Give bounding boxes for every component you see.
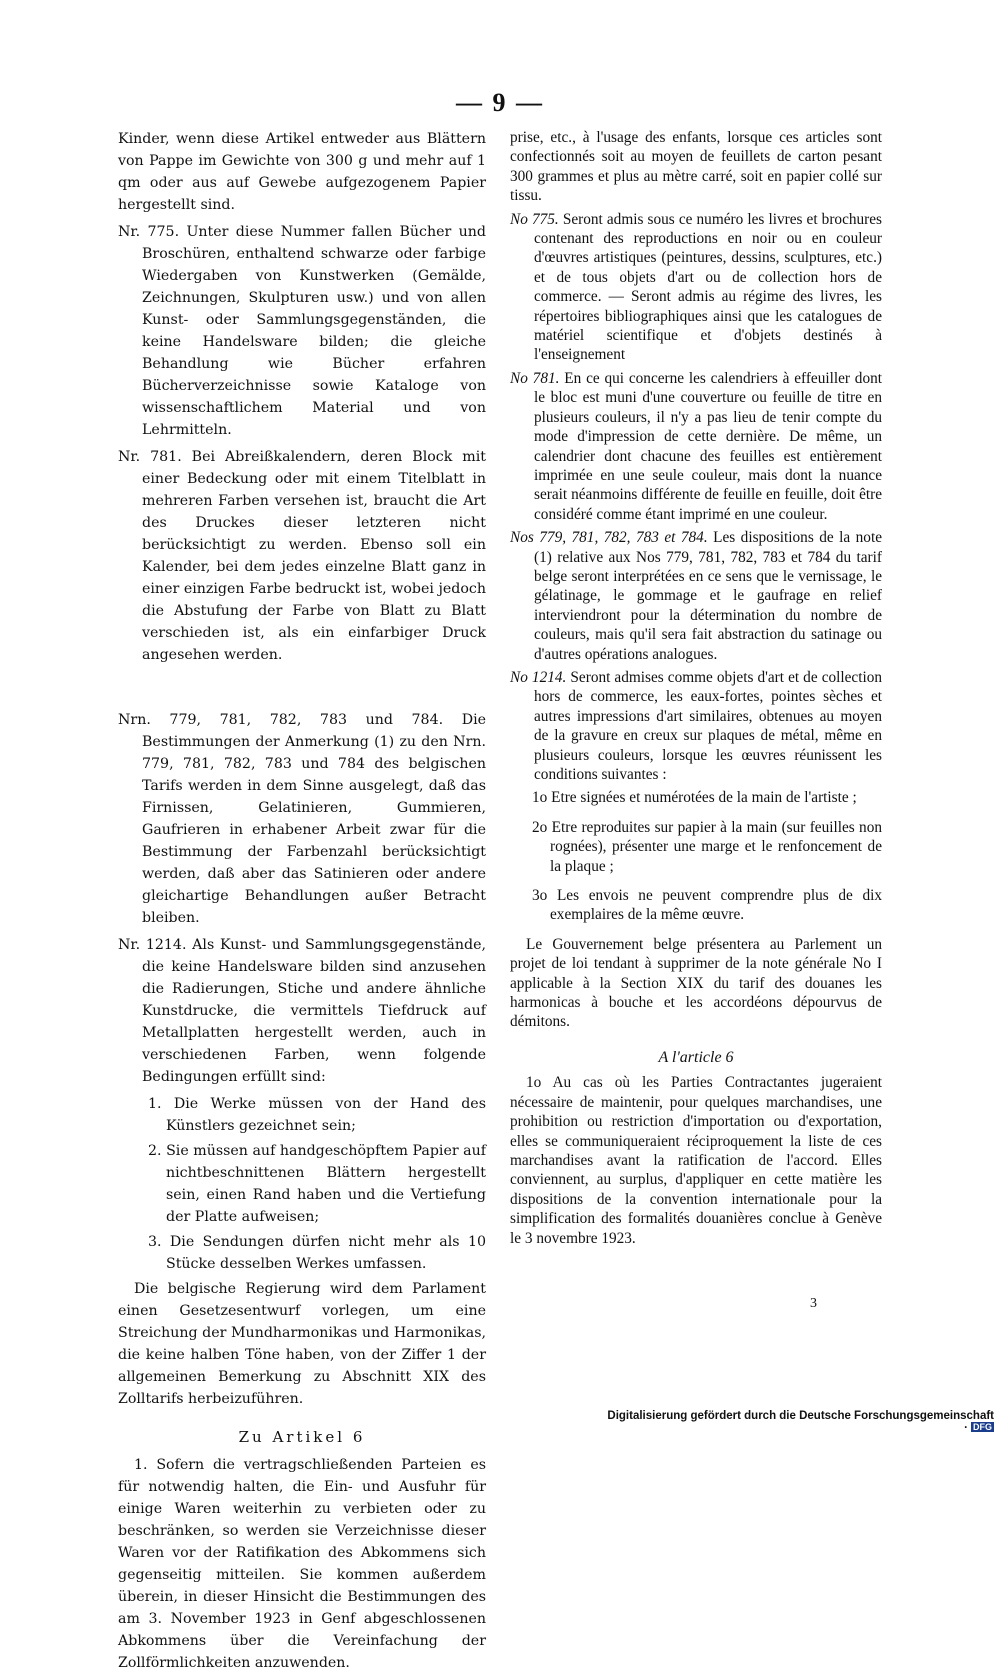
list-item: 3o Les envois ne peuvent comprendre plus de dix exemplaires de la même œuvre. [532,887,882,924]
german-paragraph: Die belgische Regierung wird dem Parlament einen Gesetzesentwurf vorlegen, um eine Streichung der Mundharmonikas und Harmonikas, die keine halben Töne haben, von der Ziffer 1 der allgemeinen Bemerkung zu Abschnitt XIX des Zolltarifs herbeizuführen. [118,1281,486,1407]
french-paragraph [510,528,882,664]
list-item: 1o Etre signées et numérotées de la main de l'artiste ; [532,789,857,807]
german-paragraph: Nr. 1214. Als Kunst- und Sammlungsgegenstände, die keine Handelsware bilden sind anzusehen die Radierungen, Stiche und andere ähnliche Kunstdrucke, die vermittels Tiefdruck auf Metallplatten hergestellt werden, auch in verschiedenen Farben, wenn folgende Bedingungen erfüllt sind: [118,937,486,1085]
french-paragraph: prise, etc., à l'usage des enfants, lorsque ces articles sont confectionnés soit au moyen de feuillets de carton pesant 300 grammes et plus au mètre carré, soit en papier collé sur tissu. [510,129,882,205]
french-paragraph [510,668,882,784]
paragraph-text: Seront admises comme objets d'art et de collection hors de commerce, les eaux-fortes, pointes sèches et autres impressions d'art similaires, obtenues au moyen de la gravure en creux sur plaques de métal, même en plusieurs couleurs, lorsque les œuvres réunissent les conditions suivantes : [534,668,883,783]
spacer [118,671,486,709]
item-label: No 781. [510,369,560,387]
german-paragraph: 1. Sofern die vertragschließenden Parteien es für notwendig halten, die Ein- und Ausfuhr für einige Waren weiterhin zu verbieten oder zu beschränken, so werden sie Verzeichnisse dieser Waren vor der Ratifikation des Abkommens sich gegenseitig mitteilen. Sie kommen außerdem überein, in dieser Hinsicht die Bestimmungen des am 3. November 1923 in Genf abgeschlossenen Abkommens über die Vereinfachung der Zollförmlichkeiten anzuwenden. [118,1457,486,1671]
french-paragraph [510,210,882,365]
item-label: No 775. [510,210,559,228]
footer-text: Digitalisierung gefördert durch die Deutsche Forschungsgemeinschaft · [607,1410,994,1434]
page-number: — 9 — [456,88,544,117]
dfg-logo: DFG [973,1422,992,1432]
list-item: 2. Sie müssen auf handgeschöpftem Papier auf nichtbeschnittenen Blättern hergestellt sein, einen Rand haben und die Vertiefung der Platte aufweisen; [148,1143,486,1225]
list-item: 2o Etre reproduites sur papier à la main (sur feuilles non rognées), présenter une marge et le renfoncement de la plaque ; [532,818,882,875]
german-conditions-list [118,1093,486,1275]
item-label: No 1214. [510,668,567,686]
german-paragraph: Nr. 775. Unter diese Nummer fallen Bücher und Broschüren, enthaltend schwarze oder farbige Wiedergaben von Kunstwerken (Gemälde, Zeichnungen, Skulpturen usw.) und von allen Kunst- oder Sammlungsgegenständen, die keine Handelsware bilden; die gleiche Behandlung wie Bücher erfahren Bücherverzeichnisse sowie Kataloge von wissenschaftlichem Material und von Lehrmitteln. [118,224,486,438]
french-conditions-list [510,788,882,924]
french-column [510,128,882,1252]
item-label: Nos 779, 781, 782, 783 et 784. [510,529,708,547]
list-item: 3. Die Sendungen dürfen nicht mehr als 10 Stücke desselben Werkes umfassen. [148,1234,486,1272]
list-item: 1. Die Werke müssen von der Hand des Künstlers gezeichnet sein; [148,1096,486,1134]
german-paragraph: Nrn. 779, 781, 782, 783 und 784. Die Bestimmungen der Anmerkung (1) zu den Nrn. 779, 781, 782, 783 und 784 des belgischen Tarifs werden in dem Sinne ausgelegt, daß das Firnissen, Gelatinieren, Gummieren, Gaufrieren in erhabener Arbeit zwar für die Bestimmung der Farbenzahl berücksichtigt werden, daß aber das Satinieren oder andere gleichartige Behandlungen außer Betracht bleiben. [118,712,486,926]
german-paragraph: Kinder, wenn diese Artikel entweder aus Blättern von Pappe im Gewichte von 300 g und mehr auf 1 qm oder aus auf Gewebe aufgezogenem Papier hergestellt sind. [118,131,486,213]
french-paragraph: Le Gouvernement belge présentera au Parlement un projet de loi tendant à supprimer de la note générale No I applicable à la Section XIX du tarif des douanes les harmonicas à bouche et les accordéons dépourvus de démitons. [510,935,882,1031]
paragraph-text: En ce qui concerne les calendriers à effeuiller dont le bloc est muni d'une couverture ou feuille de titre en plusieurs couleurs, il n'y a pas lieu de tenir compte du mode d'impression de cette dernière. De même, un calendrier dont chacune des feuilles est entièrement imprimée en une seule couleur, mais dont la nuance serait néanmoins différente de feuille en feuille, doit être considéré comme étant imprimé en une couleur. [534,369,882,523]
french-section-heading: A l'article 6 [658,1048,734,1066]
french-paragraph [510,369,882,524]
paragraph-text: Seront admis sous ce numéro les livres et brochures contenant des reproductions en noir ou en couleur d'œuvres artistiques (peintures, dessins, sculptures, etc.) et de tous objets d'art ou de collection hors de commerce. — Seront admis au régime des livres, les répertoires bibliographiques ainsi que les catalogues de matériel scientifique et d'objets destinés à l'enseignement [534,210,882,364]
german-column [118,128,486,1679]
german-section-heading: Zu Artikel 6 [238,1428,366,1446]
french-paragraph: 1o Au cas où les Parties Contractantes jugeraient nécessaire de maintenir, pour quelques marchandises, une prohibition ou restriction d'importation ou d'exportation, elles se communiqueraient réciproquement la liste de ces marchandises avant la ratification de l'accord. Elles conviennent, au surplus, d'appliquer en cette matière les dispositions de la convention internationale pour la simplification des formalités douanières conclue à Genève le 3 novembre 1923. [510,1074,882,1247]
digitization-footer [604,1410,994,1434]
german-paragraph: Nr. 781. Bei Abreißkalendern, deren Block mit einer Bedeckung oder mit einem Titelblatt in mehreren Farben versehen ist, braucht die Art des Druckes dieser letzteren nicht berücksichtigt zu werden. Ebenso soll ein Kalender, bei dem jedes einzelne Blatt ganz in einer einzigen Farbe bedruckt ist, wobei jedoch die Abstufung der Farbe von Blatt zu Blatt verschieden ist, als ein einfarbiger Druck angesehen werden. [118,449,486,663]
paragraph-text: Les dispositions de la note (1) relative aux Nos 779, 781, 782, 783 et 784 du tarif belge seront interprétées en ce sens que le vernissage, le gélatinage, le gommage et le gaufrage en relief interviendront pour la détermination du nombre de couleurs, mais qu'il sera fait abstraction du satinage ou d'autres opérations analogues. [534,529,882,663]
folio-number: 3 [810,1296,817,1311]
